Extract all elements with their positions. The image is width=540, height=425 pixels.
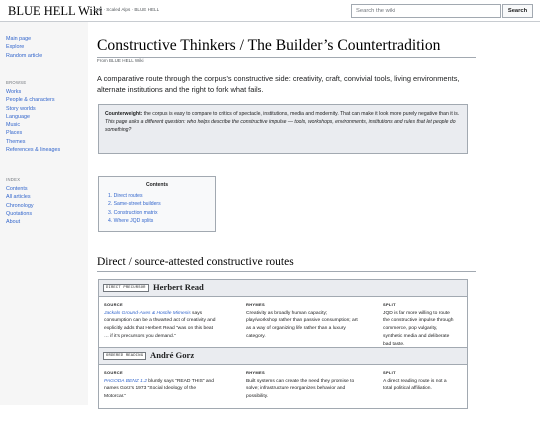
sidebar-item-themes[interactable]: Themes xyxy=(6,138,26,145)
sidebar-browse xyxy=(6,88,60,154)
toc-item-direct-routes[interactable]: 1. Direct routes xyxy=(108,193,143,199)
rhymes-line: play/workshop rather than passive consumption; art xyxy=(246,318,358,324)
source-text: bluntly says “READ THIS” and xyxy=(146,378,214,384)
sidebar-item-about[interactable]: About xyxy=(6,219,21,226)
search-button[interactable]: Search xyxy=(502,4,533,18)
card-header xyxy=(99,280,467,297)
sidebar-item-places[interactable]: Places xyxy=(6,130,23,137)
split-line: synthetic media and deliberate xyxy=(383,333,450,339)
notice-text: the corpus is easy to compare to critics of spectacle, institutions, media and modernity. That can make it look more purely negative than it is. xyxy=(142,111,460,117)
sidebar-item-works[interactable]: Works xyxy=(6,89,22,95)
split-line: commerce, pop vulgarity, xyxy=(383,326,438,332)
source-column xyxy=(104,369,234,401)
source-line: names Gorz’s 1973 “Social Ideology of the xyxy=(104,386,197,392)
card-herbert-read xyxy=(98,279,468,357)
top-bar xyxy=(0,0,540,22)
split-line: A direct reading route is not a xyxy=(383,378,447,384)
sidebar-heading-index: INDEX xyxy=(6,177,21,182)
toc-title: Contents xyxy=(145,182,169,188)
sidebar-item-music[interactable]: Music xyxy=(6,122,21,129)
source-link[interactable]: PAGODA BENZ 1.2 xyxy=(104,378,147,384)
section-divider xyxy=(97,271,476,272)
sidebar-item-quotations[interactable]: Quotations xyxy=(6,210,33,217)
breadcrumb: JQD · Scaled Alps · BLUE HELL xyxy=(93,7,160,12)
source-column xyxy=(104,301,234,341)
sidebar-item-all-articles[interactable]: All articles xyxy=(6,194,31,201)
split-column xyxy=(383,301,465,348)
search-input[interactable]: Search the wiki xyxy=(351,4,501,18)
card-andre-gorz xyxy=(98,347,468,409)
rhymes-column xyxy=(246,369,376,401)
split-line: bad taste. xyxy=(383,341,405,347)
rhymes-line: Creativity as broadly human capacity; xyxy=(246,310,328,316)
sidebar-index xyxy=(6,185,34,226)
source-link[interactable]: Jackals Ground-Axes & Hostile Mimesis xyxy=(104,310,191,316)
source-line: … if it’s precursors you demand.” xyxy=(104,333,176,339)
source-line: consumption can be a thwarted act of creativity and xyxy=(104,318,216,324)
sidebar-item-explore[interactable]: Explore xyxy=(6,44,25,51)
split-line: JQD is far more willing to route xyxy=(383,310,450,316)
table-of-contents xyxy=(98,176,216,232)
sidebar-item-language[interactable]: Language xyxy=(6,113,30,120)
rhymes-heading: RHYMES xyxy=(246,370,265,375)
rhymes-line: solve; infrastructure reorganizes behavior and xyxy=(246,386,346,392)
sidebar-item-story-worlds[interactable]: Story worlds xyxy=(6,105,36,112)
card-title: Herbert Read xyxy=(153,282,204,292)
split-line: the constructive impulse through xyxy=(383,318,454,324)
from-line: From BLUE HELL Wiki xyxy=(97,58,144,63)
toc-item-construction-matrix[interactable]: 3. Construction matrix xyxy=(108,209,158,216)
rhymes-heading: RHYMES xyxy=(246,302,265,307)
sidebar-item-references[interactable]: References & lineages xyxy=(6,147,61,154)
sidebar-item-chronology[interactable]: Chronology xyxy=(6,202,34,209)
card-title: André Gorz xyxy=(150,350,195,360)
rhymes-line: as a way of organizing life rather than a luxury xyxy=(246,326,346,332)
source-line: explicitly adds that Herbert Read “was on this beat xyxy=(104,326,214,332)
sidebar-item-random-article[interactable]: Random article xyxy=(6,52,43,59)
section-heading-direct-routes: Direct / source-attested constructive routes xyxy=(97,256,294,268)
source-heading: SOURCE xyxy=(104,302,123,307)
site-logo[interactable]: BLUE HELL Wiki xyxy=(8,4,103,18)
main-content xyxy=(89,22,540,405)
card-tag: ORDERED READING xyxy=(103,352,146,360)
rhymes-line: possibility. xyxy=(246,394,269,400)
notice-italic: This page asks a different question: who helps describe the constructive impulse — tools, workshops, environments, institutions and rules that let people do something? xyxy=(105,119,456,133)
sidebar-heading-browse: BROWSE xyxy=(6,80,27,85)
source-line: Motorcar.” xyxy=(104,394,127,400)
card-header xyxy=(99,348,467,365)
rhymes-column xyxy=(246,301,376,341)
toc-item-same-street-builders[interactable]: 2. Same-street builders xyxy=(108,201,161,208)
rhymes-line: category. xyxy=(246,333,266,339)
sidebar-item-people[interactable]: People & characters xyxy=(6,97,55,104)
card-columns xyxy=(99,365,467,425)
page-title: Constructive Thinkers / The Builder’s Countertradition xyxy=(97,37,441,54)
split-line: total political affiliation. xyxy=(383,386,432,392)
lead-paragraph: A comparative route through the corpus’s constructive side: creativity, craft, convivial tools, living environments, alternate institutions and the right to fork what fails. xyxy=(97,74,460,94)
notice-label: Counterweight: xyxy=(105,111,143,117)
title-divider xyxy=(97,57,476,58)
source-text: says xyxy=(190,310,203,316)
source-heading: SOURCE xyxy=(104,370,123,375)
sidebar-item-contents[interactable]: Contents xyxy=(6,186,28,192)
counterweight-notice xyxy=(98,104,468,154)
split-heading: SPLIT xyxy=(383,302,396,307)
sidebar xyxy=(0,22,88,405)
rhymes-line: Built systems can create the need they promise to xyxy=(246,378,355,384)
split-column xyxy=(383,369,465,393)
sidebar-nav xyxy=(6,35,42,60)
sidebar-item-main-page[interactable]: Main page xyxy=(6,36,32,42)
card-tag: DIRECT PRECURSOR xyxy=(103,284,149,292)
toc-item-where-jqd-splits[interactable]: 4. Where JQD splits xyxy=(108,217,154,224)
split-heading: SPLIT xyxy=(383,370,396,375)
